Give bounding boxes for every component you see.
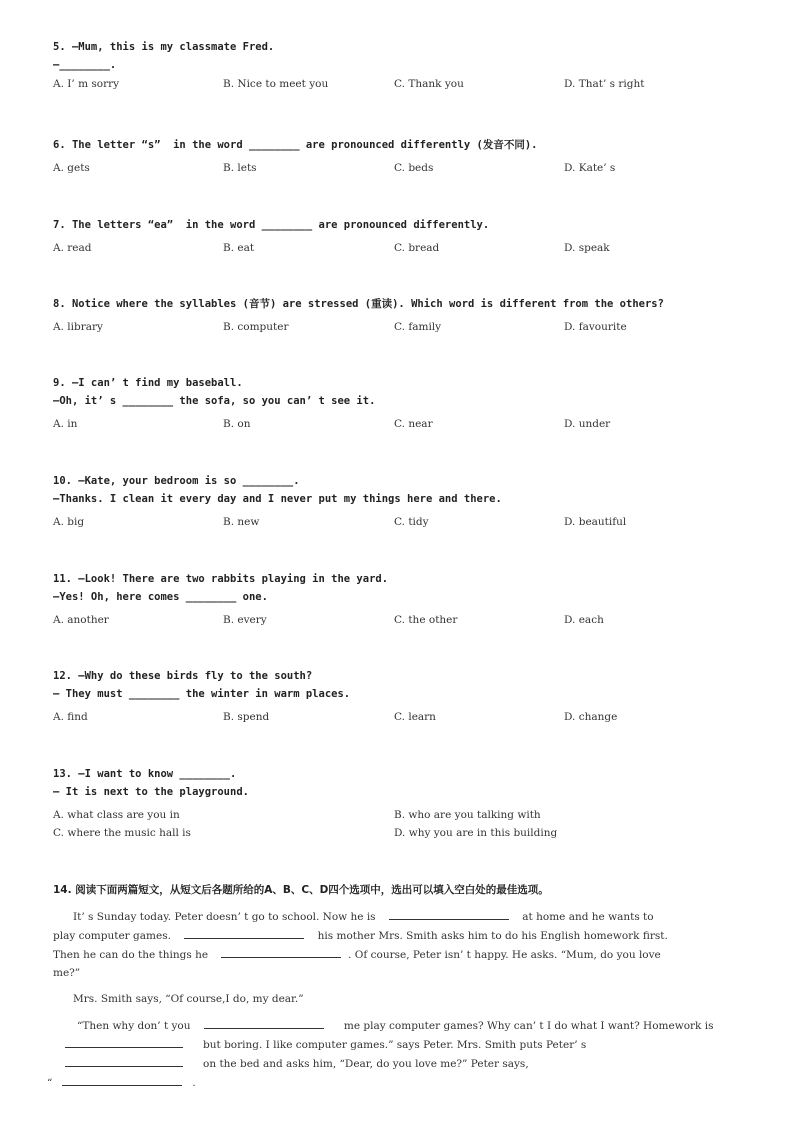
- answer-blank-3[interactable]: [221, 945, 341, 958]
- passage-text: on the bed and asks him, “Dear, do you love me?” Peter says,: [203, 1058, 529, 1070]
- options-row: [53, 78, 753, 96]
- passage-text: It’ s Sunday today. Peter doesn’ t go to school. Now he is: [73, 911, 376, 923]
- option-b[interactable]: B. new: [223, 516, 260, 528]
- question-stem: 5. —Mum, this is my classmate Fred.: [53, 41, 275, 53]
- question-stem: —Thanks. I clean it every day and I never put my things here and there.: [53, 493, 502, 505]
- question-stem: —________.: [53, 59, 117, 71]
- option-a[interactable]: A. gets: [53, 162, 90, 174]
- option-c[interactable]: C. where the music hall is: [53, 827, 191, 839]
- passage-text: me?”: [53, 967, 81, 979]
- option-b[interactable]: B. Nice to meet you: [223, 78, 329, 90]
- answer-blank-5[interactable]: [65, 1035, 183, 1048]
- options-row: [53, 242, 753, 260]
- answer-blank-1[interactable]: [389, 907, 509, 920]
- answer-blank-2[interactable]: [184, 926, 304, 939]
- option-c[interactable]: C. the other: [394, 614, 458, 626]
- question-9: [53, 374, 753, 436]
- passage-text: “: [47, 1077, 53, 1089]
- passage-text: . Of course, Peter isn’ t happy. He asks. “Mum, do you love: [348, 949, 661, 961]
- passage-text: but boring. I like computer games.” says Peter. Mrs. Smith puts Peter’ s: [203, 1039, 587, 1051]
- option-d[interactable]: D. why you are in this building: [394, 827, 558, 839]
- option-d[interactable]: D. favourite: [564, 321, 627, 333]
- option-b[interactable]: B. on: [223, 418, 251, 430]
- question-stem: 13. —I want to know ________.: [53, 768, 237, 780]
- option-a[interactable]: A. big: [53, 516, 85, 528]
- question-stem: 6. The letter “s” in the word ________ are pronounced differently (发音不同).: [53, 139, 538, 151]
- passage-text: play computer games.: [53, 930, 171, 942]
- passage-text: Then he can do the things he: [53, 949, 209, 961]
- answer-blank-6[interactable]: [65, 1054, 183, 1067]
- option-a[interactable]: A. read: [53, 242, 92, 254]
- passage-text: me play computer games? Why can’ t I do what I want? Homework is: [343, 1020, 714, 1032]
- option-a[interactable]: A. what class are you in: [53, 809, 180, 821]
- options-row: [53, 321, 753, 339]
- passage-text: his mother Mrs. Smith asks him to do his English homework first.: [317, 930, 668, 942]
- question-6: [53, 136, 753, 180]
- question-14-title: 14. 阅读下面两篇短文，从短文后各题所给的A、B、C、D四个选项中，选出可以填入空白处的最佳选项。: [53, 884, 549, 896]
- option-c[interactable]: C. family: [394, 321, 442, 333]
- answer-blank-7[interactable]: [62, 1073, 182, 1086]
- options-row: [53, 809, 753, 827]
- option-d[interactable]: D. speak: [564, 242, 610, 254]
- question-stem: 9. —I can’ t find my baseball.: [53, 377, 243, 389]
- option-c[interactable]: C. near: [394, 418, 433, 430]
- option-d[interactable]: D. each: [564, 614, 604, 626]
- question-11: [53, 570, 753, 632]
- option-d[interactable]: D. Kate’ s: [564, 162, 616, 174]
- option-b[interactable]: B. lets: [223, 162, 257, 174]
- question-5: [53, 38, 753, 96]
- option-b[interactable]: B. eat: [223, 242, 255, 254]
- option-a[interactable]: A. I’ m sorry: [53, 78, 120, 90]
- option-d[interactable]: D. beautiful: [564, 516, 627, 528]
- option-c[interactable]: C. bread: [394, 242, 440, 254]
- question-12: [53, 667, 753, 729]
- passage-text: at home and he wants to: [522, 911, 654, 923]
- option-c[interactable]: C. tidy: [394, 516, 429, 528]
- options-row: [53, 516, 753, 534]
- option-a[interactable]: A. library: [53, 321, 103, 333]
- question-stem: — They must ________ the winter in warm places.: [53, 688, 351, 700]
- option-a[interactable]: A. another: [53, 614, 109, 626]
- question-stem: 11. —Look! There are two rabbits playing in the yard.: [53, 573, 389, 585]
- options-row: [53, 162, 753, 180]
- question-stem: —Oh, it’ s ________ the sofa, so you can’ t see it.: [53, 395, 376, 407]
- question-10: [53, 472, 753, 534]
- passage-text: “Then why don’ t you: [77, 1020, 191, 1032]
- options-row: [53, 827, 753, 845]
- question-stem: 8. Notice where the syllables (音节) are stressed (重读). Which word is different from the others?: [53, 298, 664, 310]
- option-a[interactable]: A. find: [53, 711, 88, 723]
- option-d[interactable]: D. change: [564, 711, 618, 723]
- reading-passage: [47, 907, 753, 1092]
- question-8: [53, 295, 753, 339]
- option-c[interactable]: C. Thank you: [394, 78, 464, 90]
- option-c[interactable]: C. learn: [394, 711, 436, 723]
- question-stem: 10. —Kate, your bedroom is so ________.: [53, 475, 300, 487]
- question-stem: 12. —Why do these birds fly to the south?: [53, 670, 313, 682]
- option-b[interactable]: B. computer: [223, 321, 289, 333]
- passage-text: .: [192, 1077, 196, 1089]
- option-d[interactable]: D. That’ s right: [564, 78, 645, 90]
- answer-blank-4[interactable]: [204, 1016, 324, 1029]
- options-row: [53, 711, 753, 729]
- question-stem: — It is next to the playground.: [53, 786, 249, 798]
- option-a[interactable]: A. in: [53, 418, 78, 430]
- option-d[interactable]: D. under: [564, 418, 611, 430]
- question-7: [53, 216, 753, 260]
- option-c[interactable]: C. beds: [394, 162, 434, 174]
- option-b[interactable]: B. spend: [223, 711, 270, 723]
- options-row: [53, 614, 753, 632]
- option-b[interactable]: B. who are you talking with: [394, 809, 541, 821]
- question-stem: 7. The letters “ea” in the word ________ are pronounced differently.: [53, 219, 490, 231]
- passage-text: Mrs. Smith says, “Of course,I do, my dear.”: [73, 993, 304, 1005]
- question-stem: —Yes! Oh, here comes ________ one.: [53, 591, 268, 603]
- question-13: [53, 765, 753, 845]
- options-row: [53, 418, 753, 436]
- option-b[interactable]: B. every: [223, 614, 267, 626]
